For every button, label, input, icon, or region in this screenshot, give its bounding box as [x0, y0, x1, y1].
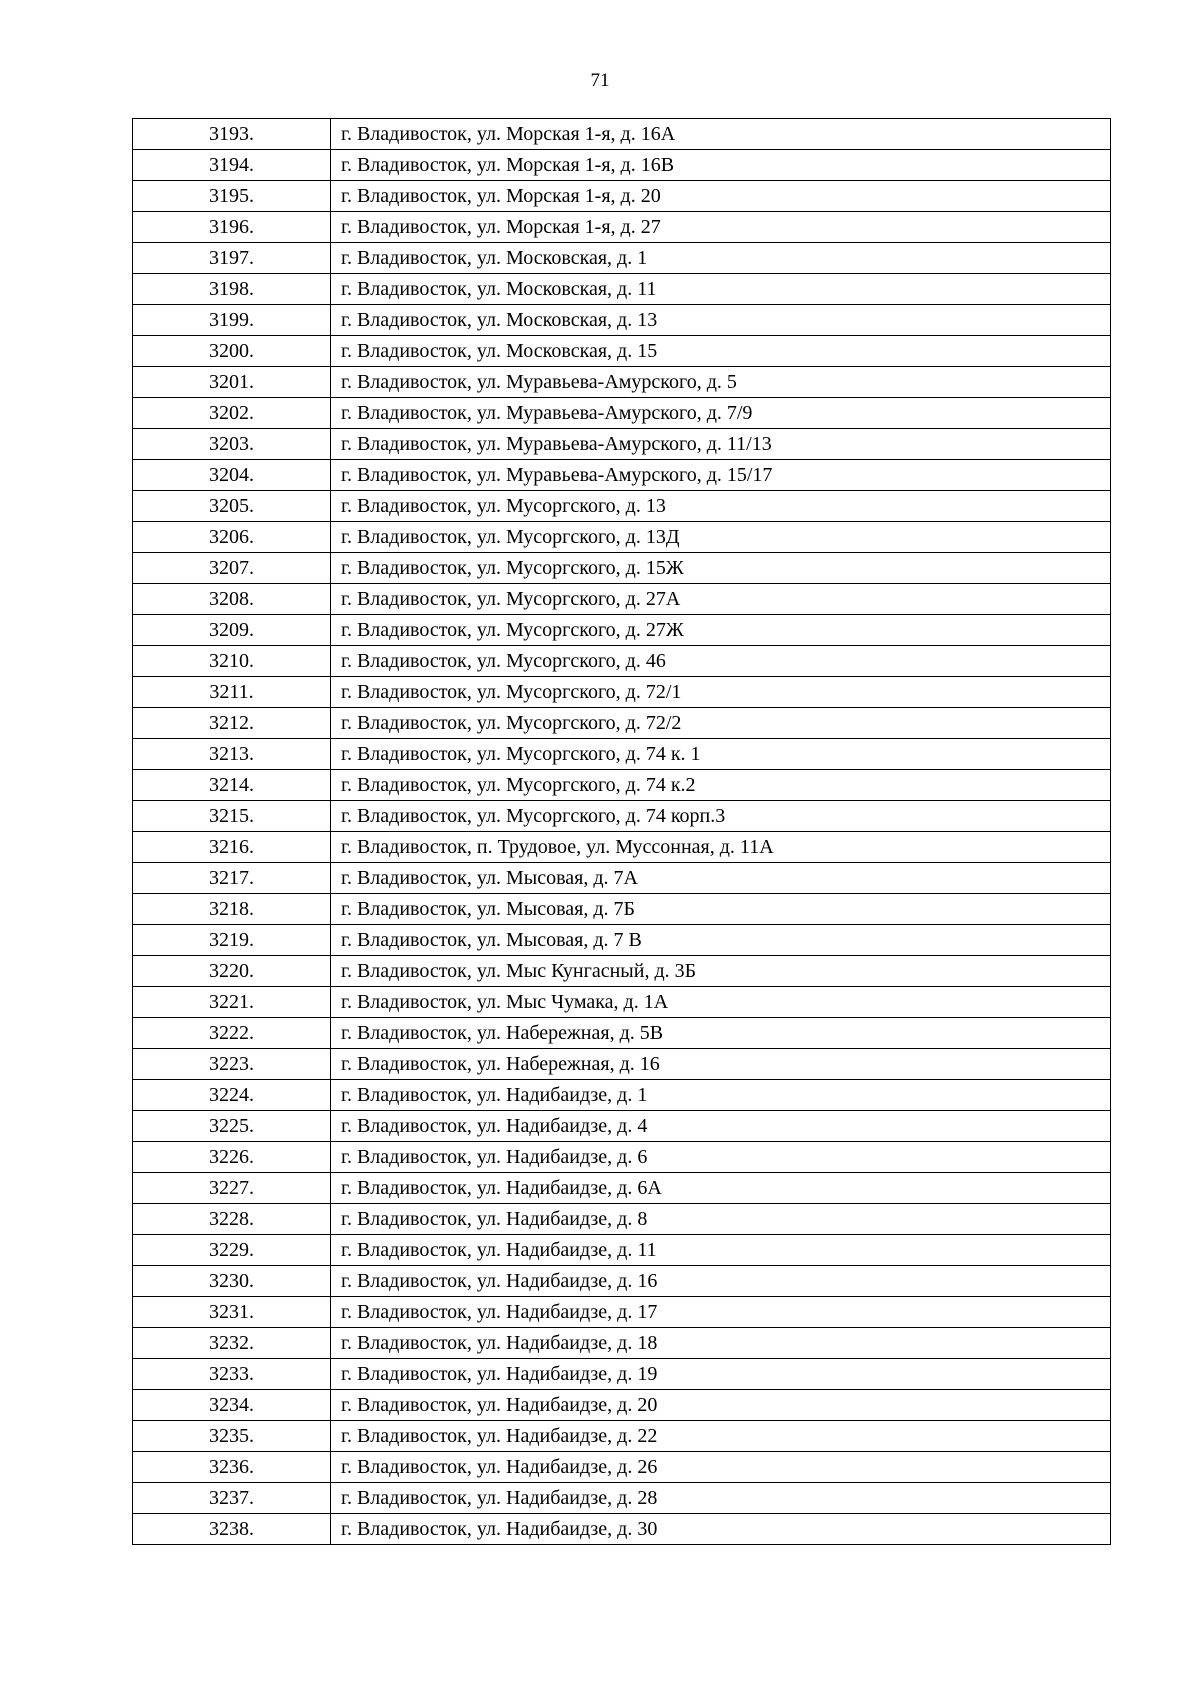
- row-number-cell: 3216.: [133, 832, 331, 863]
- address-cell: г. Владивосток, ул. Надибаидзе, д. 11: [331, 1235, 1111, 1266]
- row-number-cell: 3232.: [133, 1328, 331, 1359]
- address-cell: г. Владивосток, ул. Надибаидзе, д. 19: [331, 1359, 1111, 1390]
- address-cell: г. Владивосток, ул. Мыс Чумака, д. 1А: [331, 987, 1111, 1018]
- row-number-cell: 3201.: [133, 367, 331, 398]
- table-row: [133, 1049, 1111, 1080]
- address-cell: г. Владивосток, ул. Мусоргского, д. 13Д: [331, 522, 1111, 553]
- row-number-cell: 3198.: [133, 274, 331, 305]
- table-row: [133, 1483, 1111, 1514]
- address-table-body: [133, 119, 1111, 1545]
- row-number-cell: 3209.: [133, 615, 331, 646]
- address-cell: г. Владивосток, ул. Мусоргского, д. 74 к. 1: [331, 739, 1111, 770]
- address-cell: г. Владивосток, ул. Набережная, д. 5В: [331, 1018, 1111, 1049]
- address-cell: г. Владивосток, ул. Надибаидзе, д. 26: [331, 1452, 1111, 1483]
- table-row: [133, 1421, 1111, 1452]
- table-row: [133, 460, 1111, 491]
- table-row: [133, 770, 1111, 801]
- table-row: [133, 553, 1111, 584]
- address-cell: г. Владивосток, ул. Мусоргского, д. 27Ж: [331, 615, 1111, 646]
- table-row: [133, 894, 1111, 925]
- table-row: [133, 398, 1111, 429]
- address-cell: г. Владивосток, ул. Мусоргского, д. 74 корп.3: [331, 801, 1111, 832]
- address-cell: г. Владивосток, ул. Надибаидзе, д. 1: [331, 1080, 1111, 1111]
- row-number-cell: 3225.: [133, 1111, 331, 1142]
- row-number-cell: 3221.: [133, 987, 331, 1018]
- address-cell: г. Владивосток, ул. Морская 1-я, д. 27: [331, 212, 1111, 243]
- table-row: [133, 119, 1111, 150]
- address-cell: г. Владивосток, ул. Набережная, д. 16: [331, 1049, 1111, 1080]
- address-cell: г. Владивосток, ул. Надибаидзе, д. 8: [331, 1204, 1111, 1235]
- address-cell: г. Владивосток, ул. Надибаидзе, д. 4: [331, 1111, 1111, 1142]
- table-row: [133, 1328, 1111, 1359]
- address-cell: г. Владивосток, ул. Мусоргского, д. 13: [331, 491, 1111, 522]
- address-cell: г. Владивосток, ул. Надибаидзе, д. 28: [331, 1483, 1111, 1514]
- table-row: [133, 1111, 1111, 1142]
- row-number-cell: 3231.: [133, 1297, 331, 1328]
- row-number-cell: 3215.: [133, 801, 331, 832]
- address-cell: г. Владивосток, ул. Надибаидзе, д. 16: [331, 1266, 1111, 1297]
- address-cell: г. Владивосток, ул. Надибаидзе, д. 22: [331, 1421, 1111, 1452]
- row-number-cell: 3235.: [133, 1421, 331, 1452]
- address-cell: г. Владивосток, ул. Мысовая, д. 7А: [331, 863, 1111, 894]
- row-number-cell: 3202.: [133, 398, 331, 429]
- table-row: [133, 1235, 1111, 1266]
- table-row: [133, 925, 1111, 956]
- table-row: [133, 243, 1111, 274]
- table-row: [133, 1266, 1111, 1297]
- row-number-cell: 3203.: [133, 429, 331, 460]
- table-row: [133, 956, 1111, 987]
- row-number-cell: 3237.: [133, 1483, 331, 1514]
- table-row: [133, 832, 1111, 863]
- table-row: [133, 522, 1111, 553]
- address-cell: г. Владивосток, ул. Морская 1-я, д. 20: [331, 181, 1111, 212]
- row-number-cell: 3233.: [133, 1359, 331, 1390]
- table-row: [133, 646, 1111, 677]
- address-cell: г. Владивосток, ул. Мусоргского, д. 72/1: [331, 677, 1111, 708]
- table-row: [133, 429, 1111, 460]
- address-cell: г. Владивосток, ул. Морская 1-я, д. 16В: [331, 150, 1111, 181]
- row-number-cell: 3213.: [133, 739, 331, 770]
- address-table: [132, 118, 1111, 1545]
- row-number-cell: 3222.: [133, 1018, 331, 1049]
- address-cell: г. Владивосток, ул. Мусоргского, д. 15Ж: [331, 553, 1111, 584]
- table-row: [133, 1018, 1111, 1049]
- row-number-cell: 3218.: [133, 894, 331, 925]
- address-cell: г. Владивосток, ул. Муравьева-Амурского, д. 15/17: [331, 460, 1111, 491]
- page-number: 71: [590, 70, 610, 91]
- table-row: [133, 863, 1111, 894]
- table-row: [133, 1390, 1111, 1421]
- row-number-cell: 3208.: [133, 584, 331, 615]
- table-row: [133, 801, 1111, 832]
- row-number-cell: 3234.: [133, 1390, 331, 1421]
- address-cell: г. Владивосток, ул. Муравьева-Амурского, д. 7/9: [331, 398, 1111, 429]
- address-cell: г. Владивосток, ул. Надибаидзе, д. 18: [331, 1328, 1111, 1359]
- address-cell: г. Владивосток, ул. Надибаидзе, д. 30: [331, 1514, 1111, 1545]
- row-number-cell: 3236.: [133, 1452, 331, 1483]
- row-number-cell: 3204.: [133, 460, 331, 491]
- table-row: [133, 615, 1111, 646]
- row-number-cell: 3230.: [133, 1266, 331, 1297]
- table-row: [133, 1142, 1111, 1173]
- table-row: [133, 150, 1111, 181]
- table-row: [133, 677, 1111, 708]
- address-cell: г. Владивосток, ул. Муравьева-Амурского, д. 5: [331, 367, 1111, 398]
- address-cell: г. Владивосток, ул. Мусоргского, д. 72/2: [331, 708, 1111, 739]
- address-cell: г. Владивосток, ул. Мысовая, д. 7Б: [331, 894, 1111, 925]
- table-row: [133, 987, 1111, 1018]
- address-cell: г. Владивосток, ул. Надибаидзе, д. 6: [331, 1142, 1111, 1173]
- address-cell: г. Владивосток, ул. Мыс Кунгасный, д. 3Б: [331, 956, 1111, 987]
- address-cell: г. Владивосток, ул. Надибаидзе, д. 6А: [331, 1173, 1111, 1204]
- table-row: [133, 739, 1111, 770]
- address-cell: г. Владивосток, ул. Надибаидзе, д. 20: [331, 1390, 1111, 1421]
- table-row: [133, 336, 1111, 367]
- table-row: [133, 491, 1111, 522]
- row-number-cell: 3199.: [133, 305, 331, 336]
- table-row: [133, 305, 1111, 336]
- row-number-cell: 3210.: [133, 646, 331, 677]
- row-number-cell: 3226.: [133, 1142, 331, 1173]
- table-row: [133, 212, 1111, 243]
- table-row: [133, 1173, 1111, 1204]
- row-number-cell: 3197.: [133, 243, 331, 274]
- address-cell: г. Владивосток, ул. Московская, д. 11: [331, 274, 1111, 305]
- row-number-cell: 3212.: [133, 708, 331, 739]
- row-number-cell: 3228.: [133, 1204, 331, 1235]
- row-number-cell: 3195.: [133, 181, 331, 212]
- row-number-cell: 3224.: [133, 1080, 331, 1111]
- row-number-cell: 3214.: [133, 770, 331, 801]
- row-number-cell: 3229.: [133, 1235, 331, 1266]
- address-cell: г. Владивосток, ул. Мусоргского, д. 27А: [331, 584, 1111, 615]
- table-row: [133, 1080, 1111, 1111]
- row-number-cell: 3194.: [133, 150, 331, 181]
- address-cell: г. Владивосток, ул. Надибаидзе, д. 17: [331, 1297, 1111, 1328]
- address-cell: г. Владивосток, ул. Московская, д. 15: [331, 336, 1111, 367]
- table-row: [133, 367, 1111, 398]
- row-number-cell: 3196.: [133, 212, 331, 243]
- row-number-cell: 3206.: [133, 522, 331, 553]
- row-number-cell: 3223.: [133, 1049, 331, 1080]
- address-cell: г. Владивосток, ул. Морская 1-я, д. 16А: [331, 119, 1111, 150]
- table-row: [133, 1297, 1111, 1328]
- table-row: [133, 1452, 1111, 1483]
- table-row: [133, 584, 1111, 615]
- table-row: [133, 181, 1111, 212]
- row-number-cell: 3217.: [133, 863, 331, 894]
- table-row: [133, 1359, 1111, 1390]
- row-number-cell: 3211.: [133, 677, 331, 708]
- row-number-cell: 3227.: [133, 1173, 331, 1204]
- address-cell: г. Владивосток, ул. Муравьева-Амурского, д. 11/13: [331, 429, 1111, 460]
- address-cell: г. Владивосток, ул. Московская, д. 13: [331, 305, 1111, 336]
- address-cell: г. Владивосток, ул. Мысовая, д. 7 В: [331, 925, 1111, 956]
- table-row: [133, 274, 1111, 305]
- row-number-cell: 3207.: [133, 553, 331, 584]
- row-number-cell: 3200.: [133, 336, 331, 367]
- table-row: [133, 1514, 1111, 1545]
- table-row: [133, 708, 1111, 739]
- address-cell: г. Владивосток, ул. Московская, д. 1: [331, 243, 1111, 274]
- row-number-cell: 3238.: [133, 1514, 331, 1545]
- address-cell: г. Владивосток, ул. Мусоргского, д. 46: [331, 646, 1111, 677]
- row-number-cell: 3193.: [133, 119, 331, 150]
- row-number-cell: 3220.: [133, 956, 331, 987]
- row-number-cell: 3205.: [133, 491, 331, 522]
- address-cell: г. Владивосток, ул. Мусоргского, д. 74 к.2: [331, 770, 1111, 801]
- table-row: [133, 1204, 1111, 1235]
- row-number-cell: 3219.: [133, 925, 331, 956]
- address-cell: г. Владивосток, п. Трудовое, ул. Муссонная, д. 11А: [331, 832, 1111, 863]
